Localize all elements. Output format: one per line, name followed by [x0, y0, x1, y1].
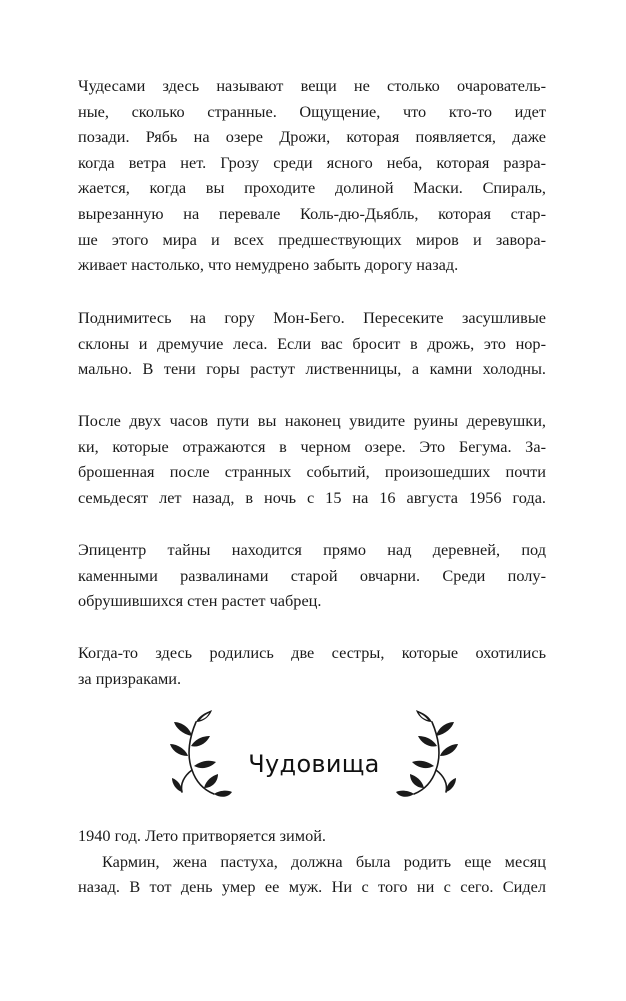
text-line: Поднимитесь на гору Мон-Бего. Пересеките засушливые — [78, 308, 546, 327]
text-line: 1940 год. Лето притворяется зимой. — [78, 826, 326, 845]
text-line: мально. В тени горы растут лиственницы, а камни холодны. — [78, 359, 546, 379]
text-line: ше этого мира и всех предшествующих миров и завора- — [78, 229, 546, 249]
text-line: когда ветра нет. Грозу среди ясного неба, которая разра- — [78, 152, 546, 172]
text-line: ки, которые отражаются в черном озере. Это Бегума. За- — [78, 436, 546, 456]
text-line: позади. Рябь на озере Дрожи, которая появляется, даже — [78, 127, 546, 147]
paragraph-beguma — [78, 408, 546, 510]
text-line: назад. В тот день умер ее муж. Ни с того ни с сего. Сидел — [78, 877, 546, 897]
text-line: обрушившихся стен растет чабрец. — [78, 591, 322, 611]
text-line: брошенная после странных событий, произошедших почти — [78, 462, 546, 482]
chapter-heading-ornament — [170, 706, 458, 810]
paragraph-wonders — [78, 73, 546, 278]
text-line: вырезанную на перевале Коль-дю-Дьябль, которая стар- — [78, 203, 546, 223]
text-line: Эпицентр тайны находится прямо над деревней, под — [78, 540, 546, 559]
text-line: за призраками. — [78, 668, 182, 688]
text-line: Когда-то здесь родились две сестры, которые охотились — [78, 643, 546, 662]
text-line: семьдесят лет назад, в ночь с 15 на 16 августа 1956 года. — [78, 487, 546, 507]
text-line: ные, сколько странные. Ощущение, что кто-то идет — [78, 101, 546, 121]
text-line: Чудесами здесь называют вещи не столько очарователь- — [78, 76, 546, 95]
paragraph-mont-bego — [78, 305, 546, 382]
text-line: Кармин, жена пастуха, должна была родить еще месяц — [102, 851, 546, 871]
text-line: жается, когда вы проходите долиной Маски. Спираль, — [78, 178, 546, 198]
text-line: После двух часов пути вы наконец увидите руины деревушки, — [78, 411, 546, 430]
text-line: живает настолько, что немудрено забыть дорогу назад. — [78, 255, 459, 275]
paragraph-sisters — [78, 640, 546, 691]
paragraph-epicenter — [78, 537, 546, 614]
chapter-title: Чудовища — [248, 750, 380, 778]
text-line: склоны и дремучие леса. Если вас бросит в дрожь, это нор- — [78, 333, 546, 353]
text-line: каменными развалинами старой овчарни. Среди полу- — [78, 565, 546, 585]
paragraph-chapter-start — [78, 823, 546, 900]
